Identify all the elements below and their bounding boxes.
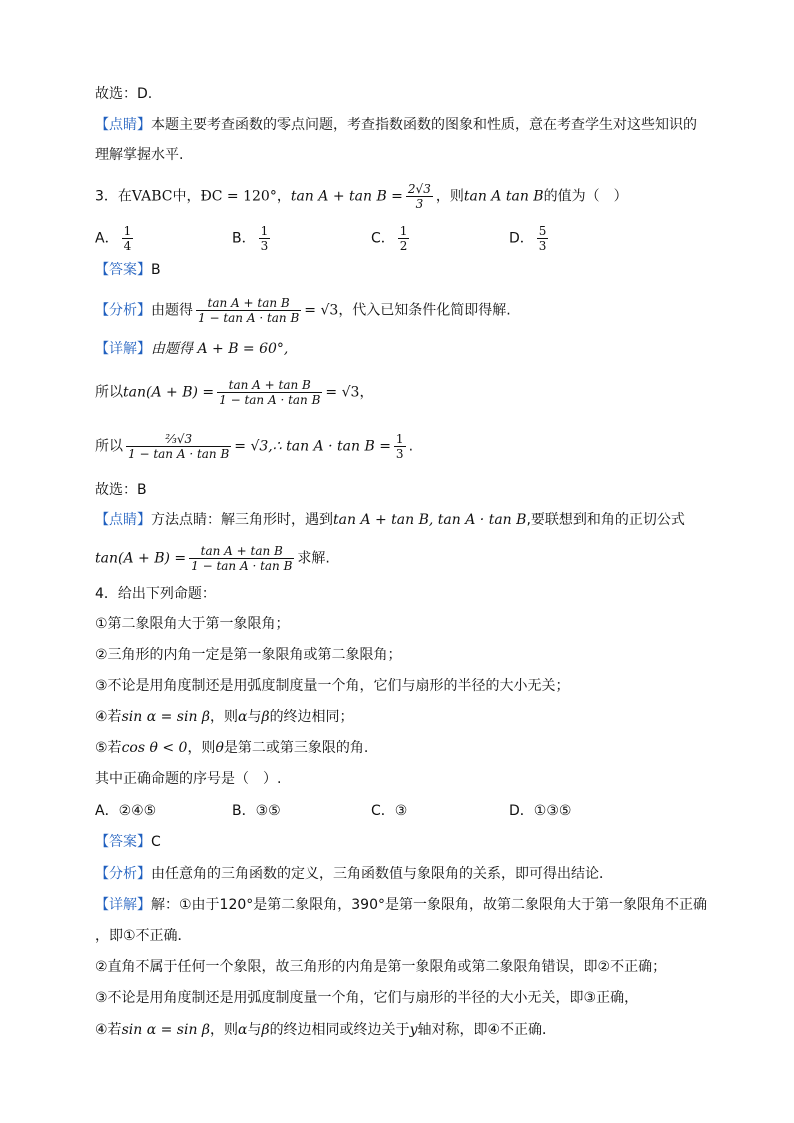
detail-4-line5 <box>95 1020 556 1040</box>
proposition-4-alpha: α <box>238 709 248 725</box>
detail-4-line5-post2: 轴对称，即④不正确． <box>417 1022 557 1038</box>
line-choose-d: 故选：D. <box>95 86 153 102</box>
proposition-2: ②三角形的内角一定是第一象限角或第二象限角； <box>95 647 402 663</box>
detail-4-line3: ②直角不属于任何一个象限，故三角形的内角是第一象限角或第二象限角错误，即②不正确； <box>95 959 667 975</box>
q3-expr: tan A + tan B = <box>290 188 403 205</box>
option-d-fraction <box>537 224 549 253</box>
tag-tip: 【点睛】 <box>95 512 151 528</box>
option-4d: D．①③⑤ <box>509 803 572 819</box>
detail-3-line2-num: tan A + tan B <box>217 378 322 393</box>
analysis-3-post: ，代入已知条件化简即得解. <box>338 302 511 319</box>
option-4c: C．③ <box>371 803 408 819</box>
q3-suffix: ，则 <box>435 188 464 205</box>
proposition-5-post: 是第二或第三象限的角. <box>223 740 369 756</box>
detail-3-line3-fraction <box>126 432 231 461</box>
option-b-num: 1 <box>260 224 269 238</box>
option-d-den: 3 <box>538 239 547 253</box>
proposition-4-post: 的终边相同； <box>269 709 354 725</box>
tip-3-pre: 方法点睛：解三角形时，遇到 <box>151 512 333 528</box>
detail-3-line2-pre: 所以 <box>95 384 123 401</box>
answer-3-value: B <box>151 262 161 278</box>
detail-3-line2 <box>95 378 373 407</box>
option-c-num: 1 <box>399 224 408 238</box>
detail-3-line2-den: 1 − tan A · tan B <box>219 393 321 407</box>
tag-detail: 【详解】 <box>95 341 151 357</box>
option-a-den: 4 <box>123 239 132 253</box>
tip-3-line2-fraction <box>189 544 294 573</box>
q3-mid: 中， <box>172 188 201 205</box>
option-c-den: 2 <box>399 239 408 253</box>
option-b-label: B． <box>232 230 256 247</box>
tip-3-line2-den: 1 − tan A · tan B <box>191 559 293 573</box>
detail-3-line3-rnum: 1 <box>395 432 404 446</box>
detail-3-line2-eq: = √3 <box>325 384 360 401</box>
option-d-num: 5 <box>538 224 547 238</box>
tip-3-post: ,要联想到和角的正切公式 <box>526 512 685 528</box>
option-c-fraction <box>398 224 410 253</box>
proposition-4-mid: ，则 <box>210 709 238 725</box>
detail-3-line3-num: ⅔√3 <box>126 432 231 447</box>
tag-answer: 【答案】 <box>95 262 151 278</box>
tip-3-line2-post: 求解. <box>297 550 330 567</box>
question-4: 4．给出下列命题： <box>95 586 216 602</box>
tag-analysis: 【分析】 <box>95 302 151 319</box>
line-comment-2: 理解掌握水平. <box>95 147 184 163</box>
detail-4-line5-alpha: α <box>238 1022 248 1038</box>
tip-3-line2-num: tan A + tan B <box>189 544 294 559</box>
answer-3 <box>95 260 161 280</box>
q3-frac-num: 2√3 <box>407 182 431 196</box>
detail-3-line3-den: 1 − tan A · tan B <box>128 447 230 461</box>
tip-3-expr: tan A + tan B, tan A · tan B <box>333 512 527 528</box>
detail-3-line2-fraction <box>217 378 322 407</box>
answer-4-value: C <box>151 834 161 850</box>
q3-triangle: VABC <box>131 188 173 205</box>
detail-3-line2-lhs: tan(A + B) = <box>123 384 215 401</box>
proposition-3: ③不论是用角度制还是用弧度制度量一个角，它们与扇形的半径的大小无关； <box>95 678 570 694</box>
analysis-3-num: tan A + tan B <box>196 296 301 311</box>
option-a <box>95 224 136 253</box>
analysis-4 <box>95 864 613 884</box>
detail-3-line3-pre: 所以 <box>95 438 123 455</box>
option-d <box>509 224 551 253</box>
option-c <box>371 224 412 253</box>
tip-3-line2 <box>95 544 330 573</box>
detail-3-line3-eq: = √3,∴ tan A · tan B = <box>234 438 391 455</box>
analysis-3 <box>95 296 511 325</box>
tag-answer-4: 【答案】 <box>95 834 151 850</box>
proposition-4-expr: sin α = sin β <box>121 709 210 725</box>
tag-analysis-4: 【分析】 <box>95 866 151 882</box>
proposition-5 <box>95 738 368 758</box>
answer-4 <box>95 832 161 852</box>
option-4b: B．③⑤ <box>232 803 281 819</box>
q3-frac-den: 3 <box>415 197 424 211</box>
q3-fraction <box>406 182 433 211</box>
q3-prefix: 3．在 <box>95 188 132 205</box>
analysis-4-text: 由任意角的三角函数的定义，三角函数值与象限角的关系，即可得出结论． <box>151 866 613 882</box>
proposition-5-mid: ，则 <box>187 740 216 756</box>
detail-3-line3-rden: 3 <box>395 447 404 461</box>
detail-3-line1 <box>95 339 288 359</box>
detail-4-line4: ③不论是用角度制还是用弧度制度量一个角，它们与扇形的半径的大小无关，即③正确， <box>95 990 639 1006</box>
detail-3-line3-result <box>394 432 406 461</box>
option-a-num: 1 <box>123 224 132 238</box>
proposition-5-pre: ⑤若 <box>95 740 122 756</box>
line-comment-1 <box>95 115 697 135</box>
tag-detail-4: 【详解】 <box>95 897 151 913</box>
question-4-ask: 其中正确命题的序号是（ ）. <box>95 771 282 787</box>
detail-4-line2: ，即①不正确． <box>95 928 192 944</box>
q3-sep: ， <box>276 188 291 205</box>
option-a-label: A． <box>95 230 119 247</box>
option-b-fraction <box>259 224 271 253</box>
analysis-3-eq: = √3 <box>304 302 339 319</box>
proposition-4 <box>95 707 354 727</box>
detail-3-line3-end: . <box>408 438 414 455</box>
analysis-3-den: 1 − tan A · tan B <box>198 311 300 325</box>
detail-4-line5-y: y <box>409 1022 418 1038</box>
proposition-4-pre: ④若 <box>95 709 122 725</box>
option-4a: A．②④⑤ <box>95 803 157 819</box>
proposition-5-theta: θ <box>215 740 224 756</box>
option-d-label: D． <box>509 230 534 247</box>
analysis-3-pre: 由题得 <box>151 302 193 319</box>
tip-3-line2-lhs: tan(A + B) = <box>95 550 187 567</box>
detail-4-line5-with: 与 <box>247 1022 262 1038</box>
proposition-4-with: 与 <box>247 709 262 725</box>
detail-4-line5-expr: sin α = sin β <box>121 1022 210 1038</box>
proposition-4-beta: β <box>261 709 270 725</box>
proposition-1: ①第二象限角大于第一象限角； <box>95 616 290 632</box>
option-c-label: C． <box>371 230 395 247</box>
line-choose-b: 故选：B <box>95 482 147 498</box>
q3-end: 的值为（ ） <box>543 188 628 205</box>
detail-4-text1: 解：①由于120°是第二象限角，390°是第一象限角，故第二象限角大于第一象限角不正确 <box>151 897 707 913</box>
detail-3-line2-end: ， <box>359 384 374 401</box>
q3-target: tan A tan B <box>463 188 544 205</box>
tag-comment: 【点睛】 <box>95 117 151 133</box>
detail-4-line5-beta: β <box>261 1022 270 1038</box>
analysis-3-fraction <box>196 296 301 325</box>
proposition-5-expr: cos θ < 0 <box>121 740 188 756</box>
option-a-fraction <box>122 224 134 253</box>
option-b-den: 3 <box>260 239 269 253</box>
detail-3-line3 <box>95 432 413 461</box>
detail-4-line5-pre: ④若 <box>95 1022 122 1038</box>
detail-4-line5-post1: 的终边相同或终边关于 <box>269 1022 410 1038</box>
detail-3-text1: 由题得 A + B = 60°, <box>151 341 289 357</box>
detail-4-line5-mid: ，则 <box>210 1022 238 1038</box>
option-b <box>232 224 273 253</box>
q3-angle: ÐC = 120° <box>200 188 277 205</box>
comment-text: 本题主要考查函数的零点问题，考查指数函数的图象和性质，意在考查学生对这些知识的 <box>151 117 697 133</box>
question-3 <box>95 182 628 211</box>
tip-3-line1 <box>95 510 685 530</box>
detail-4-line1 <box>95 895 707 915</box>
